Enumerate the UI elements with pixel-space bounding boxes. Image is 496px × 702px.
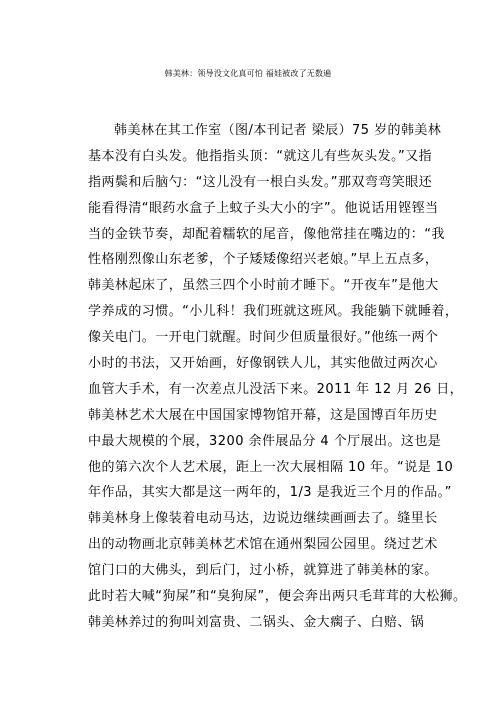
body-line: 出的动物画北京韩美林艺术馆在通州梨园公园里。绕过艺术 xyxy=(88,537,438,553)
body-line: 基本没有白头发。他指指头顶：“就这儿有些灰头发。”又指 xyxy=(88,148,433,164)
body-line: 小时的书法，又开始画，好像钢铁人儿，其实他做过两次心 xyxy=(88,356,438,372)
body-line: 馆门口的大佛头，到后门，过小桥，就算进了韩美林的家。 xyxy=(88,563,438,579)
body-line: 能看得清“眼药水盒子上蚊子头大小的字”。他说话用铿铿当 xyxy=(88,200,439,216)
article-body xyxy=(88,118,467,636)
body-line: 韩美林身上像装着电动马达，边说边继续画画去了。缝里长 xyxy=(88,511,438,527)
body-line: 此时若大喊“狗屎”和“臭狗屎”，便会奔出两只毛茸茸的大松狮。 xyxy=(88,589,467,605)
body-line: 韩美林养过的狗叫刘富贵、二锅头、金大瘸子、白赔、锅 xyxy=(88,614,425,630)
body-line: 像关电门。一开电门就醒。时间少但质量很好。”他练一两个 xyxy=(88,330,439,346)
body-line: 他的第六次个人艺术展，距上一次大展相隔 10 年。“说是 10 xyxy=(88,459,454,475)
body-line: 韩美林在其工作室（图/本刊记者 梁辰）75 岁的韩美林 xyxy=(114,123,442,138)
body-line: 韩美林起床了，虽然三四个小时前才睡下。“开夜车”是他大 xyxy=(88,278,439,294)
body-line: 性格刚烈像山东老爹，个子矮矮像绍兴老娘。”早上五点多， xyxy=(88,252,439,268)
body-line: 血管大手术，有一次差点儿没活下来。2011 年 12 月 26 日， xyxy=(88,381,464,397)
article-title: 韩美林：领导没文化真可怕 福娃被改了无数遍 xyxy=(164,69,332,78)
body-line: 当的金铁节奏，却配着糯软的尾音，像他常挂在嘴边的：“我 xyxy=(88,226,445,242)
body-line: 韩美林艺术大展在中国国家博物馆开幕，这是国博百年历史 xyxy=(88,407,438,423)
body-line: 学养成的习惯。“小儿科！我们班就这班风。我能躺下就睡着， xyxy=(88,304,459,320)
body-line: 中最大规模的个展，3200 余件展品分 4 个厅展出。这也是 xyxy=(88,433,442,449)
body-line: 年作品，其实大都是这一两年的，1/3 是我近三个月的作品。” xyxy=(88,485,452,501)
body-line: 指两鬓和后脑勺：“这儿没有一根白头发。”那双弯弯笑眼还 xyxy=(88,174,433,190)
